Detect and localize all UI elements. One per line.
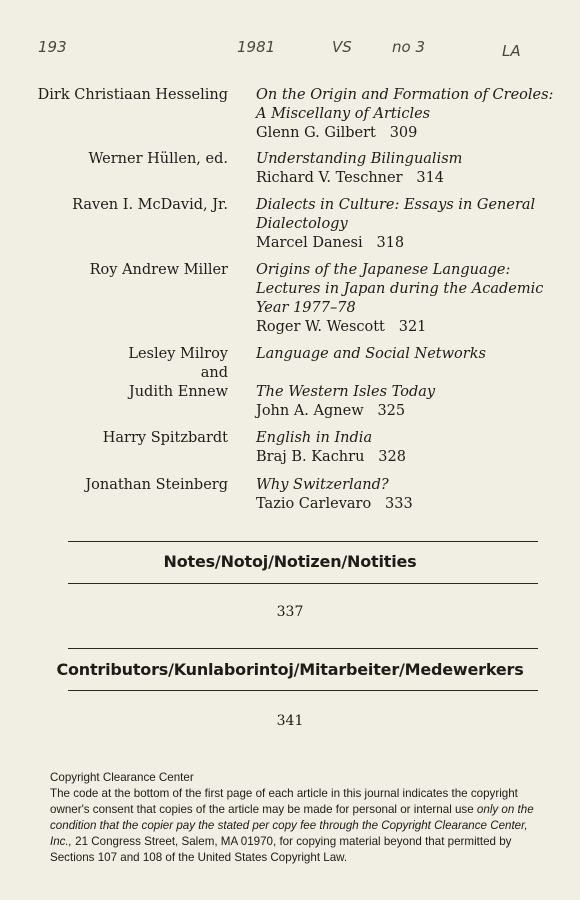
copyright-text-part: The code at the bottom of the first page of each article in this journal indicates the copyright owner's consent that copies of the article may be made for personal or internal use (50, 787, 518, 816)
reviewer-name: Glenn G. Gilbert (256, 125, 376, 141)
copyright-text-emphasis: only on the condition that the copier pay the stated per copy fee through the Copyright Clearance Center, Inc., (50, 803, 534, 848)
book-author: Roy Andrew Miller (89, 262, 228, 278)
reviewer-name: Richard V. Teschner (256, 170, 403, 186)
reviewer-name: Marcel Danesi (256, 235, 363, 251)
book-author: Judith Ennew (128, 384, 228, 400)
author-conjunction: and (200, 365, 228, 381)
handwritten-note-vs: VS (332, 38, 352, 56)
divider-rule (68, 541, 538, 542)
review-work (256, 261, 556, 337)
review-work (256, 383, 556, 421)
reviewer-line (256, 402, 556, 421)
book-author: Harry Spitzbardt (102, 430, 228, 446)
divider-rule (68, 583, 538, 584)
handwritten-note-right: LA (502, 42, 521, 60)
reviewer-name: Tazio Carlevaro (256, 496, 372, 512)
book-author: Raven I. McDavid, Jr. (72, 197, 228, 213)
handwritten-note-year: 1981 (237, 38, 276, 56)
book-title: The Western Isles Today (256, 384, 436, 400)
review-work (256, 196, 556, 253)
review-work (256, 86, 556, 143)
copyright-text-part: 21 Congress Street, Salem, MA 01970, for copying material beyond that permitted by Sections 107 and 108 of the United States Copyright Law. (50, 835, 512, 864)
divider-rule (68, 648, 538, 649)
reviewer-line (256, 495, 556, 514)
page-number: 328 (378, 449, 406, 465)
page-number: 325 (377, 403, 406, 419)
review-work (256, 150, 556, 188)
page-number: 333 (385, 496, 413, 512)
page-number: 309 (389, 125, 418, 141)
book-author: Werner Hüllen, ed. (88, 151, 228, 167)
reviewer-name: Braj B. Kachru (256, 449, 365, 465)
reviewer-line (256, 234, 556, 253)
copyright-text (50, 786, 550, 866)
book-title: English in India (256, 430, 373, 446)
reviewer-line (256, 318, 556, 337)
reviewer-line (256, 448, 556, 467)
page-number: 314 (416, 170, 445, 186)
reviewer-line (256, 169, 556, 188)
copyright-heading: Copyright Clearance Center (50, 771, 194, 784)
book-title: Why Switzerland? (256, 477, 389, 493)
notes-heading: Notes/Notoj/Notizen/Notities (163, 552, 417, 571)
book-title: Origins of the Japanese Language: Lectures in Japan during the Academic Year 1977–78 (256, 262, 544, 316)
review-work (256, 429, 556, 467)
review-work (256, 345, 556, 364)
reviewer-name: Roger W. Wescott (256, 319, 385, 335)
book-title: Dialects in Culture: Essays in General Dialectology (256, 197, 536, 232)
book-author: Dirk Christiaan Hesseling (37, 87, 228, 103)
handwritten-note-left: 193 (38, 38, 67, 56)
contributors-heading: Contributors/Kunlaborintoj/Mitarbeiter/Medewerkers (56, 660, 524, 679)
notes-page-number: 337 (276, 604, 304, 620)
book-author: Jonathan Steinberg (85, 477, 228, 493)
book-title: On the Origin and Formation of Creoles: A Miscellany of Articles (256, 87, 554, 122)
review-work (256, 476, 556, 514)
reviewer-name: John A. Agnew (256, 403, 364, 419)
page-number: 318 (376, 235, 405, 251)
contributors-page-number: 341 (276, 713, 304, 729)
book-author: Lesley Milroy (128, 346, 228, 362)
book-title: Language and Social Networks (256, 346, 486, 362)
copyright-notice (50, 770, 550, 866)
handwritten-note-number: no 3 (392, 38, 425, 56)
page-number: 321 (398, 319, 427, 335)
reviewer-line (256, 124, 556, 143)
book-title: Understanding Bilingualism (256, 151, 463, 167)
divider-rule (68, 690, 538, 691)
